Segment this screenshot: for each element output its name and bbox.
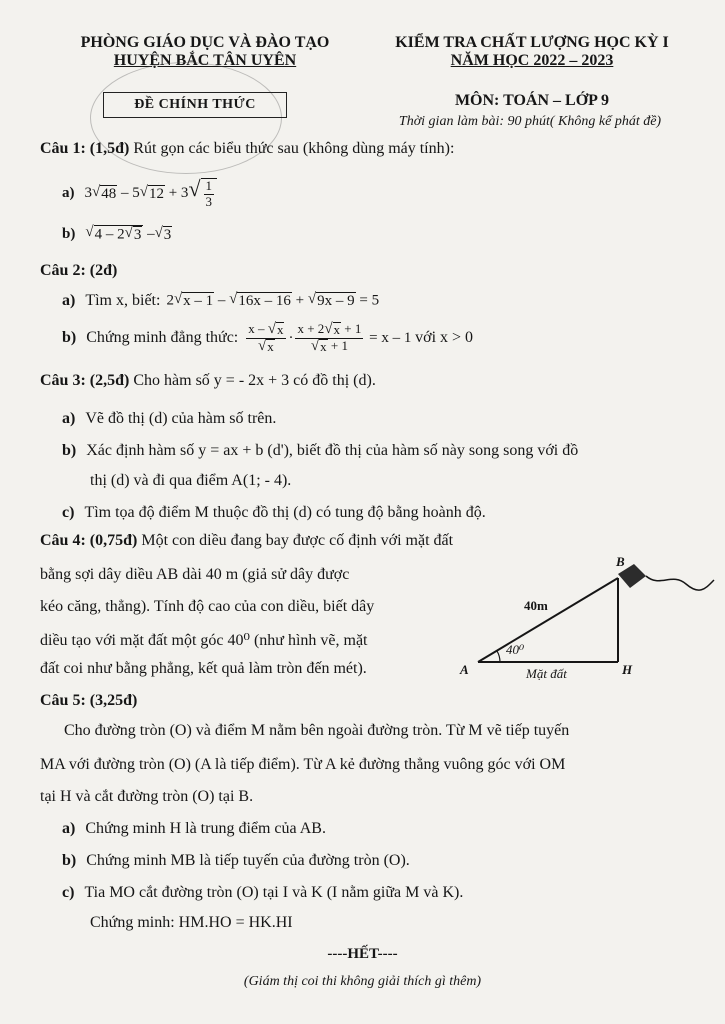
- string-ab: [478, 578, 618, 662]
- q2-b-text: Chứng minh đẳng thức:: [86, 329, 239, 347]
- q2-label: Câu 2: (2đ): [40, 262, 118, 279]
- q3-text: Cho hàm số y = - 2x + 3 có đồ thị (d).: [129, 372, 376, 389]
- question-3: [40, 372, 376, 390]
- official-badge: ĐỀ CHÍNH THỨC: [103, 92, 287, 118]
- label-b: B: [616, 554, 625, 569]
- question-1: [40, 140, 454, 158]
- question-4: [40, 532, 453, 550]
- q5-c-text: Tia MO cắt đường tròn (O) tại I và K (I nằm giữa M và K).: [84, 884, 464, 901]
- school-year: NĂM HỌC 2022 – 2023: [450, 52, 614, 69]
- q5-part-b: [62, 852, 410, 870]
- angle-arc: [497, 651, 500, 662]
- q5-para1: Cho đường tròn (O) và điểm M nằm bên ngoài đường tròn. Từ M vẽ tiếp tuyến: [64, 722, 570, 739]
- q3-c-label: c): [62, 504, 75, 521]
- kite-diagram: [440, 548, 720, 688]
- department-name: PHÒNG GIÁO DỤC VÀ ĐÀO TẠO: [80, 34, 330, 51]
- q2-part-a: a) Tìm x, biết: 2 √ x – 1 – √ 16x – 16 + √ 9x – 9 = 5: [62, 291, 380, 310]
- q3-b-text2: thị (d) và đi qua điểm A(1; - 4).: [90, 472, 292, 489]
- q3-b-label: b): [62, 442, 77, 459]
- q4-line4: diều tạo với mặt đất một góc 40⁰ (như hình vẽ, mặt: [40, 632, 368, 649]
- label-length: 40m: [524, 598, 548, 613]
- q4-line5: đất coi như bằng phẳng, kết quả làm tròn đến mét).: [40, 660, 367, 677]
- q5-c-text2: Chứng minh: HM.HO = HK.HI: [90, 914, 293, 931]
- q5-b-label: b): [62, 852, 77, 869]
- q3-a-label: a): [62, 410, 76, 427]
- label-a: A: [460, 662, 469, 677]
- q2-a-label: a): [62, 292, 76, 310]
- q3-part-b: [62, 442, 578, 460]
- q1-part-b: b) √ 4 – 2 √ 3 – √ 3: [62, 224, 172, 243]
- q5-part-c: [62, 884, 463, 902]
- subject-line: MÔN: TOÁN – LỚP 9: [454, 92, 610, 109]
- q3-part-c: [62, 504, 486, 522]
- q1-part-a: a) 3 √ 48 – 5 √ 12 + 3 √ $\frac{1}{3}$: [62, 178, 217, 210]
- district-name: HUYỆN BẮC TÂN UYÊN: [113, 52, 297, 69]
- q4-line3: kéo căng, thẳng). Tính độ cao của con diều, biết dây: [40, 598, 375, 615]
- q5-part-a: [62, 820, 326, 838]
- q4-line2: bằng sợi dây diều AB dài 40 m (giả sử dây được: [40, 566, 350, 583]
- kite-triangle-figure: [440, 548, 720, 688]
- q1-a-label: a): [62, 185, 75, 202]
- q5-b-text: Chứng minh MB là tiếp tuyến của đường tròn (O).: [86, 852, 410, 869]
- q4-line1: Một con diều đang bay được cố định với mặt đất: [137, 532, 454, 549]
- q1-text: Rút gọn các biểu thức sau (không dùng máy tính):: [129, 140, 455, 157]
- q1-b-label: b): [62, 226, 76, 243]
- q1-label: Câu 1: (1,5đ): [40, 140, 130, 157]
- q5-para2: MA với đường tròn (O) (A là tiếp điểm). Từ A kẻ đường thẳng vuông góc với OM: [40, 756, 566, 773]
- q3-a-text: Vẽ đồ thị (d) của hàm số trên.: [85, 410, 277, 427]
- q3-b-text1: Xác định hàm số y = ax + b (d'), biết đồ thị của hàm số này song song với đồ: [86, 442, 579, 459]
- exam-header: [372, 34, 692, 70]
- q5-c-label: c): [62, 884, 75, 901]
- q2-a-text: Tìm x, biết:: [85, 292, 161, 310]
- q5-a-label: a): [62, 820, 76, 837]
- q5-para3: tại H và cắt đường tròn (O) tại B.: [40, 788, 254, 805]
- time-limit: Thời gian làm bài: 90 phút( Không kể phát đề): [398, 114, 662, 129]
- department-header: [40, 34, 370, 70]
- kite-tail: [646, 576, 714, 590]
- q3-part-a: [62, 410, 276, 428]
- q2-b-tail: với x > 0: [415, 329, 474, 347]
- label-h: H: [622, 662, 633, 677]
- label-ground: Mặt đất: [526, 666, 567, 681]
- end-marker: ----HẾT----: [327, 946, 398, 962]
- q4-label: Câu 4: (0,75đ): [40, 532, 138, 549]
- label-angle: 40⁰: [506, 642, 525, 657]
- exam-title: KIỂM TRA CHẤT LƯỢNG HỌC KỲ I: [395, 34, 669, 51]
- q3-c-text: Tìm tọa độ điểm M thuộc đồ thị (d) có tung độ bằng hoành độ.: [84, 504, 486, 521]
- q2-b-label: b): [62, 329, 77, 347]
- q5-label: Câu 5: (3,25đ): [40, 692, 138, 709]
- q3-label: Câu 3: (2,5đ): [40, 372, 130, 389]
- proctor-note: (Giám thị coi thi không giải thích gì thêm): [243, 974, 482, 989]
- q2-part-b: b) Chứng minh đẳng thức: x – √ x √ x · x + 2 √ x + 1 √ x + 1 = x – 1 với x > 0: [62, 321, 474, 355]
- q5-a-text: Chứng minh H là trung điểm của AB.: [85, 820, 326, 837]
